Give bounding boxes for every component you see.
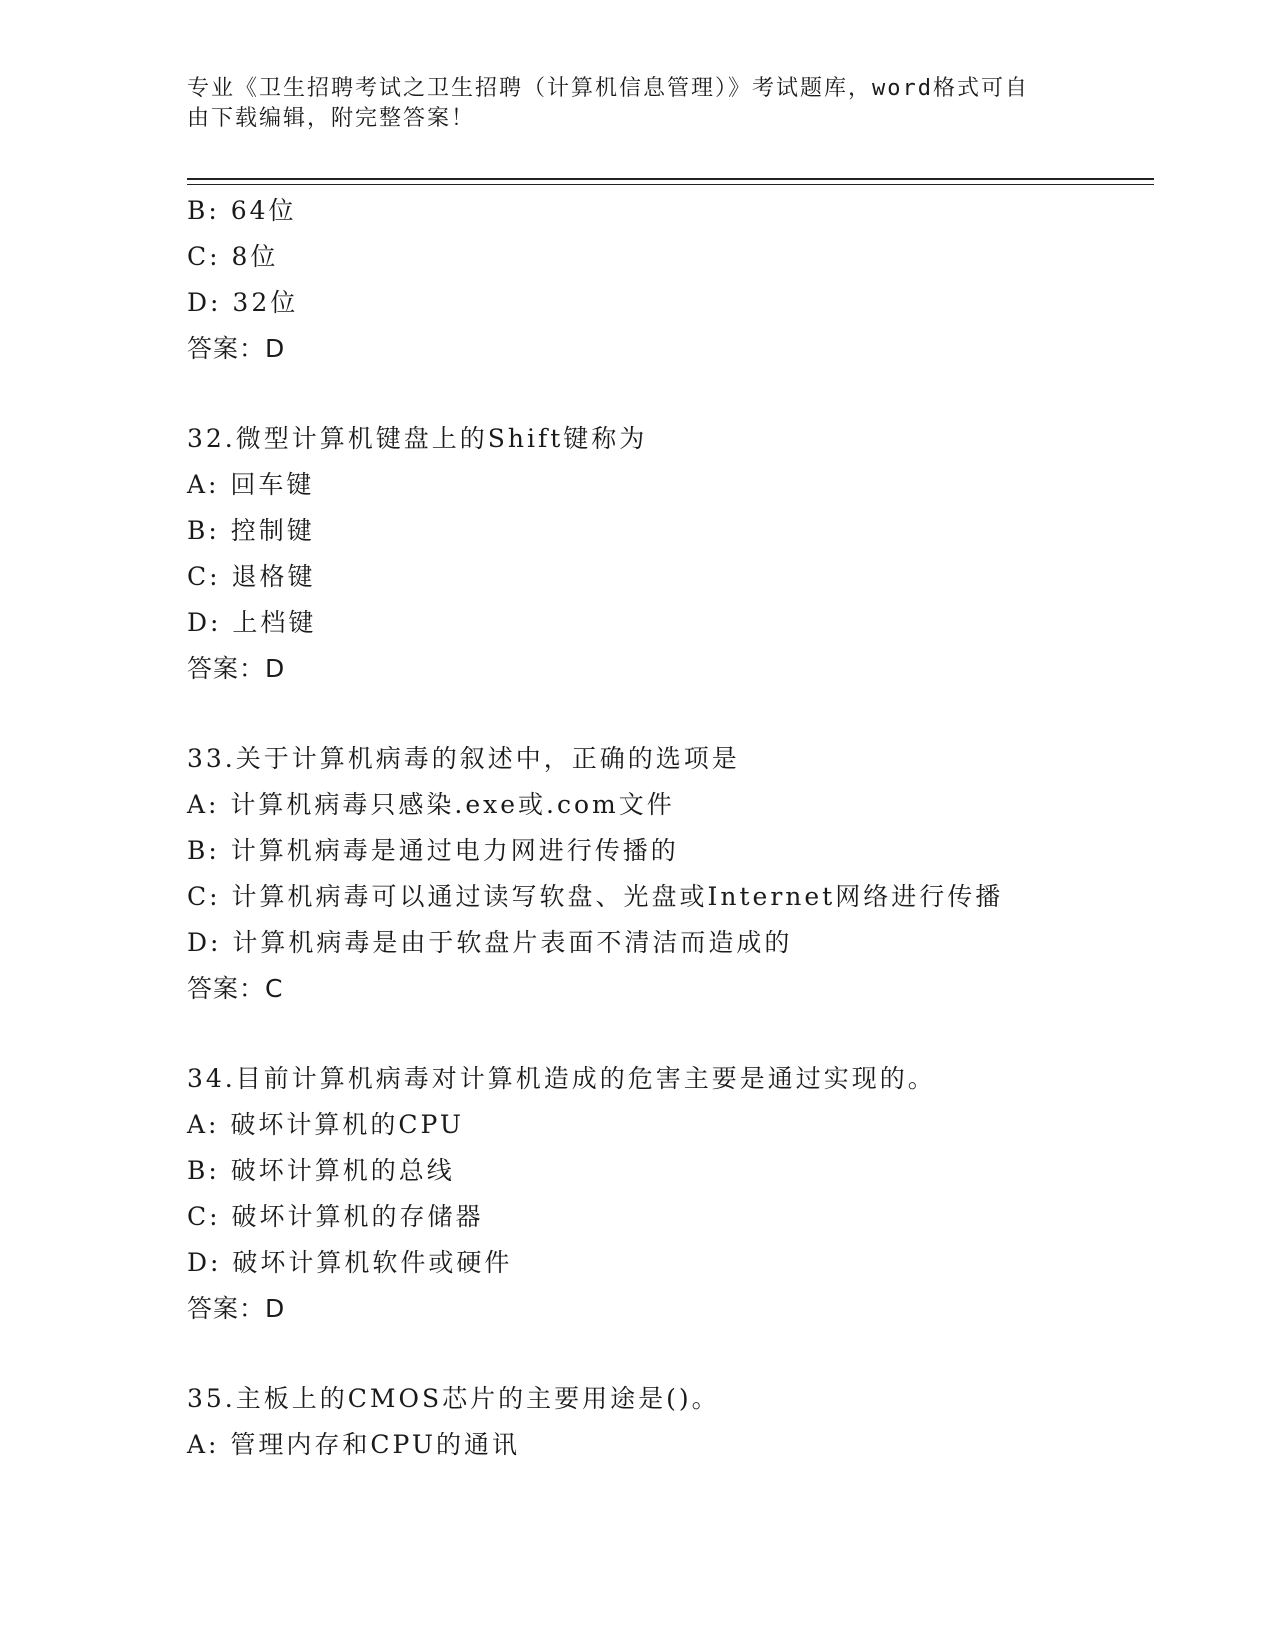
question-32 [187, 416, 1147, 692]
spacer [187, 1332, 1147, 1376]
question-33 [187, 736, 1147, 1012]
option-d: D: 32位 [187, 288, 299, 317]
question-text: 35.主板上的CMOS芯片的主要用途是()。 [187, 1384, 720, 1413]
spacer [187, 692, 1147, 736]
option-d: D: 计算机病毒是由于软盘片表面不清洁而造成的 [187, 928, 793, 957]
header-rule-thick [187, 178, 1154, 180]
question-text: 33.关于计算机病毒的叙述中，正确的选项是 [187, 744, 740, 773]
answer: 答案：D [187, 1294, 286, 1323]
answer: 答案：C [187, 974, 284, 1003]
option-c: C: 退格键 [187, 562, 316, 591]
spacer [187, 372, 1147, 416]
option-d: D: 破坏计算机软件或硬件 [187, 1248, 513, 1277]
option-b: B: 64位 [187, 196, 297, 225]
option-a: A: 管理内存和CPU的通讯 [187, 1430, 521, 1459]
question-text: 34.目前计算机病毒对计算机造成的危害主要是通过实现的。 [187, 1064, 936, 1093]
answer: 答案：D [187, 654, 286, 683]
option-a: A: 计算机病毒只感染.exe或.com文件 [187, 790, 675, 819]
option-a: A: 破坏计算机的CPU [187, 1110, 465, 1139]
option-b: B: 破坏计算机的总线 [187, 1156, 455, 1185]
header-line-1: 专业《卫生招聘考试之卫生招聘（计算机信息管理）》考试题库，word格式可自 [187, 76, 1029, 101]
header-rule-thin [187, 184, 1154, 185]
question-34 [187, 1056, 1147, 1332]
answer: 答案：D [187, 334, 286, 363]
question-list [187, 188, 1147, 1468]
question-text: 32.微型计算机键盘上的Shift键称为 [187, 424, 648, 453]
header-line-2: 由下载编辑，附完整答案！ [187, 106, 476, 131]
option-a: A: 回车键 [187, 470, 315, 499]
option-b: B: 控制键 [187, 516, 315, 545]
question-31-tail [187, 188, 1147, 372]
option-c: C: 8位 [187, 242, 279, 271]
option-c: C: 破坏计算机的存储器 [187, 1202, 484, 1231]
option-c: C: 计算机病毒可以通过读写软盘、光盘或Internet网络进行传播 [187, 882, 1004, 911]
option-b: B: 计算机病毒是通过电力网进行传播的 [187, 836, 679, 865]
document-header [187, 74, 1067, 134]
option-d: D: 上档键 [187, 608, 317, 637]
spacer [187, 1012, 1147, 1056]
question-35 [187, 1376, 1147, 1468]
